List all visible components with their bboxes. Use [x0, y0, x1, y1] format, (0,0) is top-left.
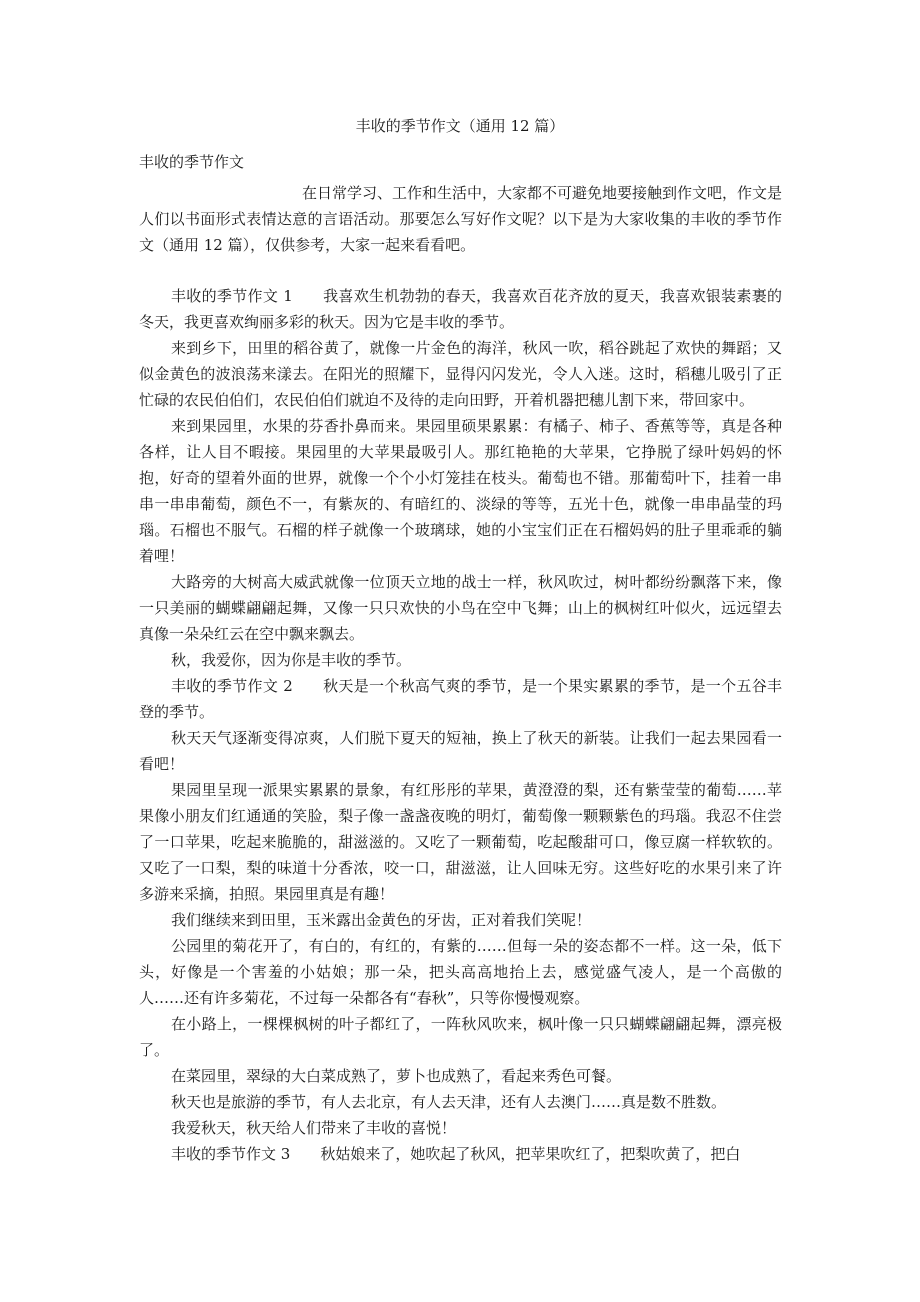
document-title: 丰收的季节作文（通用 12 篇）	[355, 117, 565, 135]
paragraph-text: 在菜园里，翠绿的大白菜成熟了，萝卜也成熟了，看起来秀色可餐。	[171, 1067, 622, 1085]
body-paragraph	[139, 647, 782, 673]
body-paragraph	[139, 335, 782, 413]
essay-heading: 丰收的季节作文 2	[171, 677, 293, 695]
paragraph-text: 公园里的菊花开了，有白的，有红的，有紫的……但每一朵的姿态都不一样。这一朵，低下头，好像是一个害羞的小姑娘；那一朵，把头高高地抬上去，感觉盛气凌人，是一个高傲的人……还有许多菊花，不过每一朵都各有“春秋”，只等你慢慢观察。	[139, 937, 782, 1007]
paragraph-text: 来到乡下，田里的稻谷黄了，就像一片金色的海洋，秋风一吹，稻谷跳起了欢快的舞蹈；又似金黄色的波浪荡来漾去。在阳光的照耀下，显得闪闪发光，令人入迷。这时，稻穗儿吸引了正忙碌的农民伯伯们，农民伯伯们就迫不及待的走向田野，开着机器把穗儿割下来，带回家中。	[139, 339, 782, 409]
paragraph-text: 秋姑娘来了，她吹起了秋风，把苹果吹红了，把梨吹黄了，把白	[320, 1145, 741, 1163]
paragraph-text: 秋天也是旅游的季节，有人去北京，有人去天津，还有人去澳门……真是数不胜数。	[171, 1093, 727, 1111]
paragraph-text: 大路旁的大树高大威武就像一位顶天立地的战士一样，秋风吹过，树叶都纷纷飘落下来，像一只美丽的蝴蝶翩翩起舞，又像一只只欢快的小鸟在空中飞舞；山上的枫树红叶似火，远远望去真像一朵朵红云在空中飘来飘去。	[139, 573, 782, 643]
essay-heading-paragraph	[139, 1141, 782, 1167]
paragraph-text: 秋，我爱你，因为你是丰收的季节。	[171, 651, 412, 669]
paragraph-text: 我们继续来到田里，玉米露出金黄色的牙齿，正对着我们笑呢！	[171, 911, 592, 929]
essay-heading-paragraph	[139, 673, 782, 725]
essay-heading: 丰收的季节作文 1	[171, 287, 293, 305]
paragraph-text: 果园里呈现一派果实累累的景象，有红彤彤的苹果，黄澄澄的梨，还有紫莹莹的葡萄……苹果像小朋友们红通通的笑脸，梨子像一盏盏夜晚的明灯，葡萄像一颗颗紫色的玛瑙。我忍不住尝了一口苹果，吃起来脆脆的，甜滋滋的。又吃了一颗葡萄，吃起酸甜可口，像豆腐一样软软的。又吃了一口梨，梨的味道十分香浓，咬一口，甜滋滋，让人回味无穷。这些好吃的水果引来了许多游来采摘，拍照。果园里真是有趣！	[139, 781, 782, 903]
body-paragraph	[139, 907, 782, 933]
body-paragraph	[139, 777, 782, 907]
document-subheading: 丰收的季节作文	[139, 153, 245, 171]
paragraph-text: 我爱秋天，秋天给人们带来了丰收的喜悦！	[171, 1119, 457, 1137]
body-paragraph	[139, 413, 782, 569]
body-paragraph	[139, 933, 782, 1011]
body-paragraph	[139, 1115, 782, 1141]
paragraph-text: 来到果园里，水果的芬香扑鼻而来。果园里硕果累累：有橘子、柿子、香蕉等等，真是各种各样，让人目不暇接。果园里的大苹果最吸引人。那红艳艳的大苹果，它挣脱了绿叶妈妈的怀抱，好奇的望着外面的世界，就像一个个小灯笼挂在枝头。葡萄也不错。那葡萄叶下，挂着一串串一串串葡萄，颜色不一，有紫灰的、有暗红的、淡绿的等等，五光十色，就像一串串晶莹的玛瑙。石榴也不服气。石榴的样子就像一个玻璃球，她的小宝宝们正在石榴妈妈的肚子里乖乖的躺着哩！	[139, 417, 782, 565]
essay-heading: 丰收的季节作文 3	[171, 1145, 291, 1163]
paragraph-text: 我喜欢生机勃勃的春天，我喜欢百花齐放的夏天，我喜欢银装素裹的冬天，我更喜欢绚丽多彩的秋天。因为它是丰收的季节。	[139, 287, 782, 331]
essay-body	[139, 283, 782, 1167]
intro-paragraph: 在日常学习、工作和生活中，大家都不可避免地要接触到作文吧，作文是人们以书面形式表情达意的言语活动。那要怎么写好作文呢？以下是为大家收集的丰收的季节作文（通用 12 篇），仅供参考，大家一起来看看吧。	[139, 184, 783, 254]
paragraph-text: 秋天天气逐渐变得凉爽，人们脱下夏天的短袖，换上了秋天的新装。让我们一起去果园看一看吧！	[139, 729, 782, 773]
body-paragraph	[139, 1089, 782, 1115]
paragraph-text: 在小路上，一棵棵枫树的叶子都红了，一阵秋风吹来，枫叶像一只只蝴蝶翩翩起舞，漂亮极了。	[139, 1015, 782, 1059]
paragraph-text: 秋天是一个秋高气爽的季节，是一个果实累累的季节，是一个五谷丰登的季节。	[139, 677, 782, 721]
body-paragraph	[139, 1011, 782, 1063]
essay-heading-paragraph	[139, 283, 782, 335]
body-paragraph	[139, 1063, 782, 1089]
body-paragraph	[139, 569, 782, 647]
body-paragraph	[139, 725, 782, 777]
